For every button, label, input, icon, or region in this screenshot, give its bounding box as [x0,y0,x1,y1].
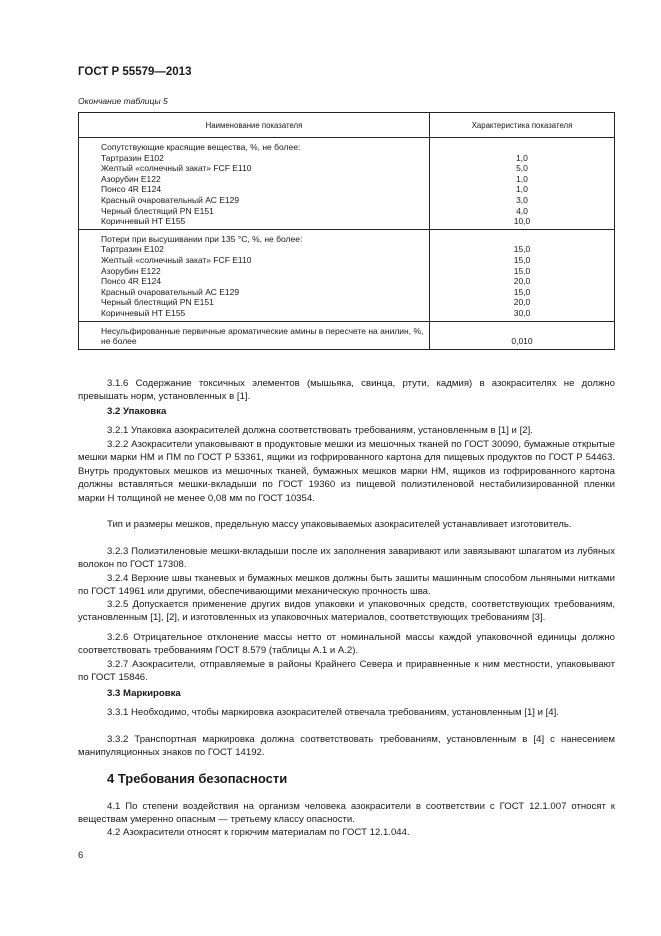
paragraph-3-2-5: 3.2.5 Допускается применение других видов упаковки и упаковочных средств, соответствующих требованиям, установленным [1], [2], и изготовленных из упаковочных материалов, соответствующих требованиям [3]. [78,599,615,624]
paragraph-3-3-1: 3.3.1 Необходимо, чтобы маркировка азокрасителей отвечала требованиям, установленным [1] и [4]. [107,707,559,718]
group-coloring-values [430,138,615,230]
row-label: Черный блестящий PN E151 [101,205,214,216]
page-number: 6 [78,850,84,861]
row-label: Тартразин Е102 [101,152,164,163]
row-label: Понсо 4R E124 [101,276,162,287]
paragraph-4-2: 4.2 Азокрасители относят к горючим материалам по ГОСТ 12.1.044. [107,827,410,838]
group-title: Потери при высушивании при 135 °С, %, не более: [101,233,303,244]
paragraph-3-2-2: 3.2.2 Азокрасители упаковывают в продуктовые мешки из мешочных тканей по ГОСТ 30090, бумажные открытые мешки марки НМ и ПМ по ГОСТ Р 53361, ящики из гофрированного картона для пищевых продуктов по ГОСТ Р 54463. Внутрь продуктовых мешков из мешочных тканей, бумажных мешков марки НМ, ящиков из гофрированного картона должны вставляться мешки-вкладыши по ГОСТ 19360 из пищевой полиэтиленовой нестабилизированной пленки марки Н толщиной не менее 0,08 мм по ГОСТ 10354. [78,439,615,504]
paragraph-3-2-7: 3.2.7 Азокрасители, отправляемые в районы Крайнего Севера и приравненные к ним местности, упаковывают по ГОСТ 15846. [78,659,615,684]
paragraph-3-2-2-cont: Тип и размеры мешков, предельную массу упаковываемых азокрасителей устанавливает изготовитель. [107,519,572,530]
row-label: Азорубин Е122 [101,173,161,184]
row-value: 5,0 [516,163,528,174]
row-label: Тартразин Е102 [101,244,164,255]
row-label: Желтый «солнечный закат» FCF E110 [101,163,252,174]
column-header-value: Характеристика показателя [430,113,615,138]
paragraph-3-2-6: 3.2.6 Отрицательное отклонение массы нетто от номинальной массы каждой упаковочной единицы должно соответствовать требованиям ГОСТ 8.579 (таблицы А.1 и А.2). [78,632,615,657]
paragraph-3-3-2: 3.3.2 Транспортная маркировка должна соответствовать требованиям, установленным в [4] с нанесением манипуляционных знаков по ГОСТ 14192. [78,734,615,759]
paragraph-3-2-3: 3.2.3 Полиэтиленовые мешки-вкладыши после их заполнения заваривают или завязывают шпагатом из лубяных волокон по ГОСТ 17308. [78,546,615,571]
row-value: 1,0 [516,173,528,184]
row-label: Азорубин Е122 [101,265,161,276]
row-value: 1,0 [516,152,528,163]
subsection-heading-marking: 3.3 Маркировка [107,688,181,699]
row-label: Коричневый НТ Е155 [101,216,186,227]
table-caption: Окончание таблицы 5 [78,96,168,106]
document-header: ГОСТ Р 55579—2013 [78,66,192,78]
column-header-name: Наименование показателя [79,113,430,138]
row-value: 20,0 [513,297,531,308]
row-value: 15,0 [513,254,531,265]
row-value: 15,0 [513,265,531,276]
subsection-heading-packaging: 3.2 Упаковка [107,406,167,417]
group-coloring-names [79,138,430,230]
row-label: Красный очаровательный АС Е129 [101,194,240,205]
row-label: Красный очаровательный АС Е129 [101,286,240,297]
group-drying-names [79,229,430,321]
row-label: Черный блестящий PN E151 [101,297,214,308]
row-value: 1,0 [516,184,528,195]
table-row-amines [79,321,615,349]
paragraph-4-1: 4.1 По степени воздействия на организм человека азокрасители в соответствии с ГОСТ 12.1.007 относят к веществам умеренно опасным — третьему классу опасности. [78,801,615,826]
amines-name: Несульфированные первичные ароматические амины в пересчете на анилин, %, не более [79,321,430,349]
row-value: 15,0 [513,244,531,255]
indicators-table [78,112,615,350]
section-heading-safety: 4 Требования безопасности [107,771,288,786]
row-value: 10,0 [513,216,531,227]
row-value: 15,0 [513,286,531,297]
paragraph-3-2-1: 3.2.1 Упаковка азокрасителей должна соответствовать требованиям, установленным в [1] и [2]. [107,425,533,436]
paragraph-3-2-4: 3.2.4 Верхние швы тканевых и бумажных мешков должны быть зашиты машинным способом льняными нитками по ГОСТ 14961 или другими, обеспечивающими механическую прочность шва. [78,573,615,598]
paragraph-3-1-6: 3.1.6 Содержание токсичных элементов (мышьяка, свинца, ртути, кадмия) в азокрасителях не должно превышать норм, установленных в [1]. [78,378,615,403]
row-value: 3,0 [516,194,528,205]
row-label: Коричневый НТ Е155 [101,307,186,318]
row-label: Желтый «солнечный закат» FCF E110 [101,254,252,265]
amines-value [430,321,615,349]
row-value: 4,0 [516,205,528,216]
group-drying-values [430,229,615,321]
row-label: Понсо 4R E124 [101,184,162,195]
row-value: 30,0 [513,307,531,318]
row-value: 20,0 [513,276,531,287]
row-value: 0,010 [511,336,533,347]
table-row-drying-loss [79,229,615,321]
table-row-coloring-substances [79,138,615,230]
group-title: Сопутствующие красящие вещества, %, не более: [101,142,301,152]
